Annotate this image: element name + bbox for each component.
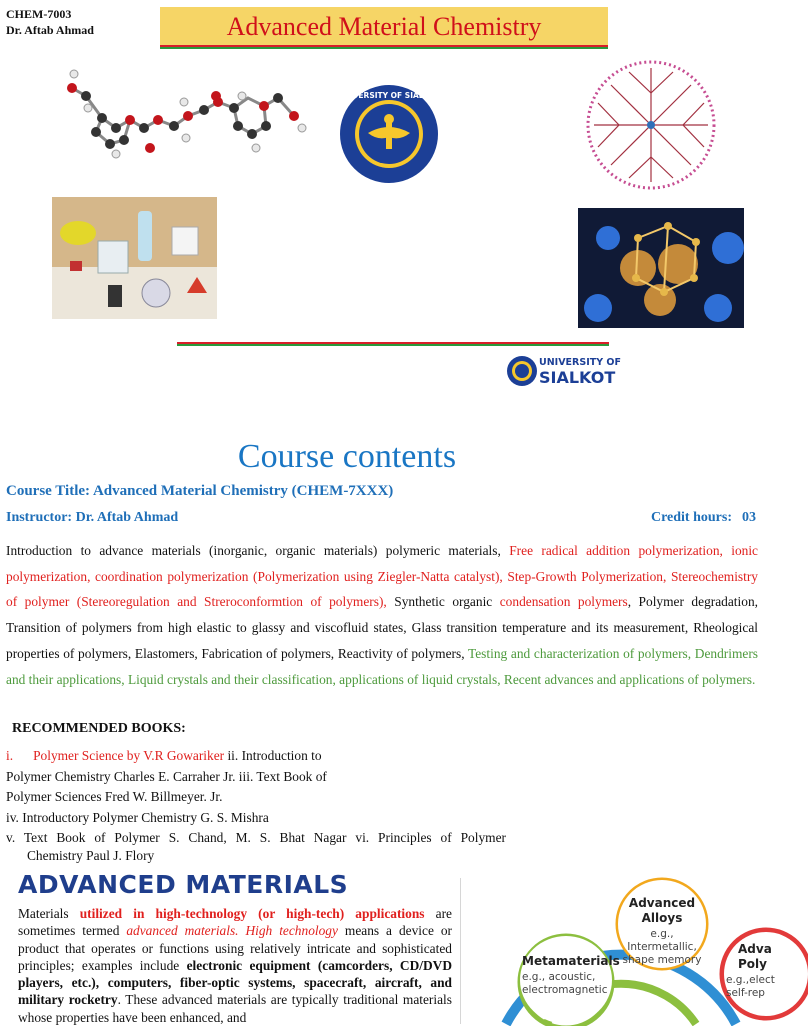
adv-text-2: are sometimes termed (18, 906, 452, 939)
crystal-structure-image (578, 208, 744, 328)
alloys-title: Advanced Alloys (628, 896, 696, 925)
adv-examples: electronic equipment (camcorders, CD/DVD players, etc.), computers, fiber-optic systems, spacecraft, aircraft, and military rocketry (18, 957, 452, 1008)
bubble-advanced-polymers (724, 932, 808, 1016)
instructor-label: Instructor: Dr. Aftab Ahmad (6, 510, 179, 525)
credit-hours-value: 03 (742, 510, 756, 525)
book-line-2: Polymer Chemistry Charles E. Carraher Jr. iii. Text Book of (6, 768, 327, 784)
wordmark-top: UNIVERSITY OF (539, 357, 621, 368)
book-1-title: Polymer Science by V.R Gowariker (33, 748, 225, 763)
course-code-block (6, 6, 94, 38)
course-code: CHEM-7003 (6, 7, 72, 21)
recommended-books-heading: RECOMMENDED BOOKS: (12, 721, 186, 736)
column-divider (460, 878, 461, 1024)
metamaterials-subtitle: e.g., acoustic, electromagnetic (522, 971, 608, 996)
book-line-4: iv. Introductory Polymer Chemistry G. S. Mishra (6, 809, 269, 825)
credit-hours (651, 510, 756, 526)
wordmark-bottom: SIALKOT (539, 368, 616, 387)
adv-highlight-applications: utilized in high-technology (or high-tech) applications (79, 906, 425, 921)
book-line-1 (6, 746, 506, 767)
course-contents-paragraph (6, 538, 758, 692)
molecule-illustration (66, 68, 306, 160)
lab-equipment-photo (52, 197, 217, 319)
alloys-subtitle: e.g., Intermetallic, shape memory (622, 928, 702, 966)
adv-highlight-definition: advanced materials. High technology (126, 923, 338, 939)
svg-text:UNIVERSITY OF SIALKOT: UNIVERSITY OF SIALKOT (337, 91, 441, 100)
adv-text-3: means a device or product that operates or functions using relatively intricate and sophisticated principles; examples include (18, 923, 452, 973)
instructor-name: Dr. Aftab Ahmad (6, 23, 94, 37)
bubble-metamaterials (520, 936, 620, 1024)
book-line-6: Chemistry Paul J. Flory (27, 847, 155, 863)
adv-text-1: Materials (18, 906, 80, 921)
contents-text-3: , Polymer degradation, Transition of polymers from high elastic to glassy and viscofluid states, Glass transition temperature and its measurement, Rheological properties of polymers, Elastomers, Fabrication of polymers, Reactivity of polymers, (6, 594, 758, 661)
title-banner (160, 7, 608, 45)
title-underline (160, 45, 608, 49)
diagram-ring (466, 878, 775, 1024)
book-line-3: Polymer Sciences Fred W. Billmeyer. Jr. (6, 789, 223, 804)
dendrimer-illustration (584, 58, 718, 192)
course-contents-heading: Course contents (237, 438, 457, 475)
page-title: Advanced Material Chemistry (226, 12, 542, 41)
book-1-rest: ii. Introduction to (224, 748, 322, 763)
credit-hours-label: Credit hours: (650, 510, 732, 525)
university-seal (338, 83, 440, 185)
bubble-advanced-alloys (618, 880, 706, 968)
book-1-number: i. (6, 748, 14, 763)
contents-highlight-polymerization: Free radical addition polymerization, ionic polymerization, coordination polymerization (Polymerization using Ziegler-Natta catalyst), Step-Growth Polymerization, Stereochemistry of polymer (Stereoregulation and Streroconformtion of polymers), (6, 543, 759, 610)
svg-text:USKT: USKT (378, 105, 400, 113)
advanced-materials-heading: ADVANCED MATERIALS (18, 870, 349, 899)
section-rule (177, 342, 609, 346)
metamaterials-title: Metamaterials (522, 954, 620, 968)
contents-text-2: Synthetic organic (386, 594, 500, 610)
advanced-materials-paragraph (18, 905, 452, 1026)
wordmark-seal-icon (506, 354, 538, 388)
polymers-title: Adva Poly (738, 942, 772, 971)
contents-text-1: Introduction to advance materials (inorganic, organic materials) polymeric materials, (6, 543, 510, 558)
contents-highlight-testing: Testing and characterization of polymers, Dendrimers and their applications, Liquid crystals and their classification, applications of liquid crystals, Recent advances and applications of polymers. (6, 645, 759, 687)
course-title: Course Title: Advanced Material Chemistry (CHEM-7XXX) (6, 483, 394, 499)
university-wordmark (506, 354, 621, 390)
polymers-subtitle: e.g.,elect self-rep (726, 974, 775, 999)
materials-diagram (466, 878, 775, 1024)
book-line-5: v. Text Book of Polymer S. Chand, M. S. Bhat Nagar vi. Principles of Polymer (6, 830, 506, 845)
contents-highlight-condensation: condensation polymers (499, 594, 628, 610)
adv-text-4: . These advanced materials are typically traditional materials whose properties have been enhanced, and (18, 992, 452, 1025)
recommended-books-list (6, 746, 506, 866)
